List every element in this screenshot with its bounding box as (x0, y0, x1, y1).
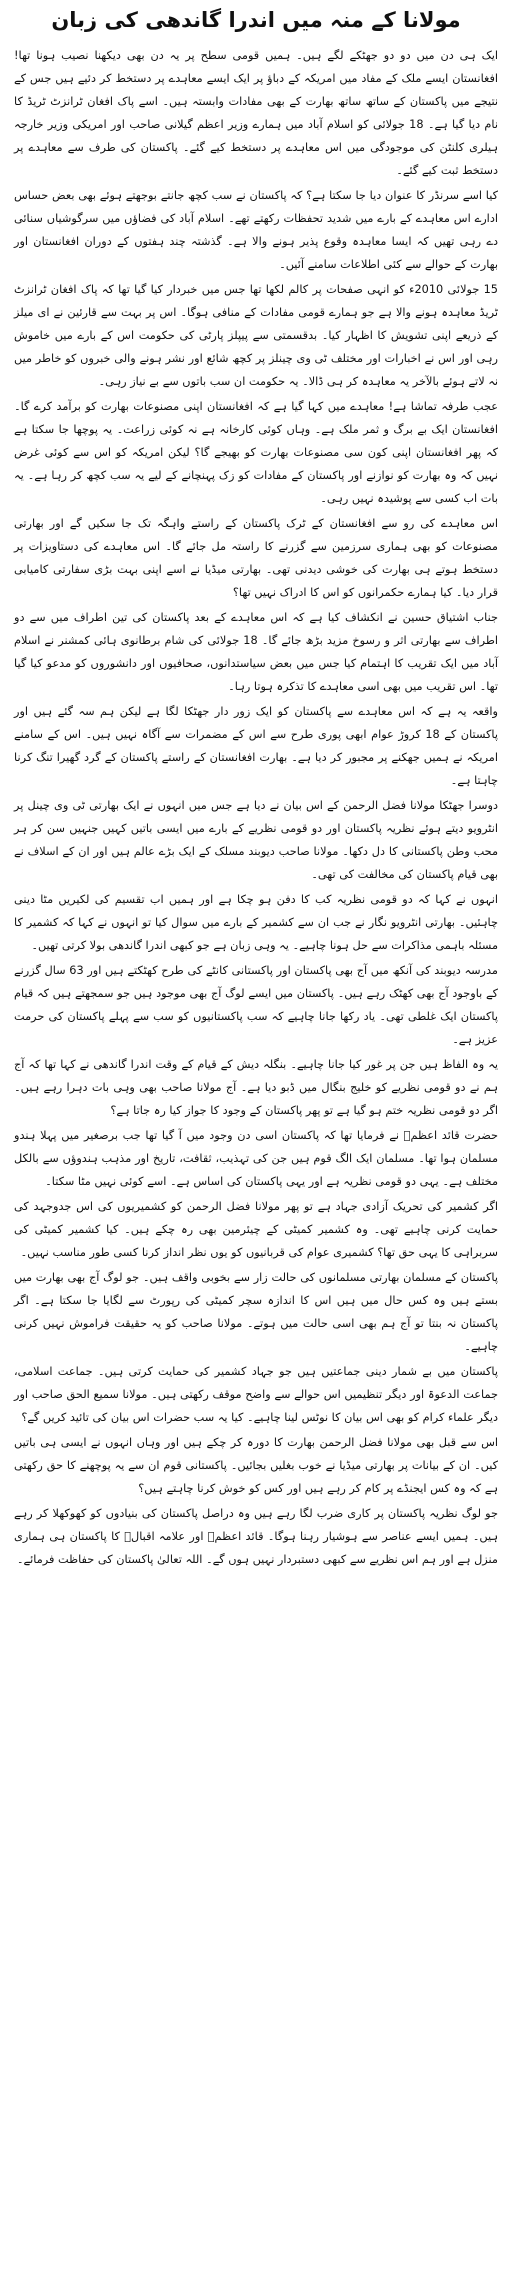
article-body (14, 44, 498, 1571)
article-paragraph: اس معاہدے کی رو سے افغانستان کے ٹرک پاکستان کے راستے واہگہ تک جا سکیں گے اور بھارتی مصنوعات کو بھی ہماری سرزمین سے گزرنے کا راستہ مل جائے گا۔ اس معاہدے کی دستاویزات پر دستخط ہوتے ہی بھارت کی خوشی دیدنی تھی۔ بھارتی میڈیا نے اسے اپنی بہت بڑی سفارتی کامیابی قرار دیا۔ کیا ہمارے حکمرانوں کو اس کا ادراک نہیں تھا؟ (14, 517, 498, 599)
article-paragraph: 15 جولائی 2010ء کو انہی صفحات پر کالم لکھا تھا جس میں خبردار کیا گیا تھا کہ پاک افغان ٹرانزٹ ٹریڈ معاہدہ ہونے والا ہے جو ہمارے قومی مفادات کے منافی ہوگا۔ اس پر بہت سے قارئین نے ای میلز کے ذریعے اپنی تشویش کا اظہار کیا۔ بدقسمتی سے پیپلز پارٹی کی حکومت اس کے بارے میں خاموش رہی اور اس نے اخبارات اور مختلف ٹی وی چینلز پر کچھ شائع اور نشر ہونے والی خبروں کو خاطر میں نہ لاتے ہوئے بالآخر یہ معاہدہ کر ہی ڈالا۔ یہ حکومت ان سب باتوں سے بے نیاز رہی۔ (14, 283, 498, 388)
article-paragraph: اس سے قبل بھی مولانا فضل الرحمن بھارت کا دورہ کر چکے ہیں اور وہاں انہوں نے ایسی ہی باتیں کیں۔ ان کے بیانات پر بھارتی میڈیا نے خوب بغلیں بجائیں۔ پاکستانی قوم ان سے یہ پوچھنے کا حق رکھتی ہے کہ وہ کس ایجنڈے پر کام کر رہے ہیں اور کس کو خوش کرنا چاہتے ہیں؟ (14, 1436, 498, 1495)
article-paragraph: ایک ہی دن میں دو دو جھٹکے لگے ہیں۔ ہمیں قومی سطح پر یہ دن بھی دیکھنا نصیب ہونا تھا! افغانستان ایسے ملک کے مفاد میں امریکہ کے دباؤ پر ایک ایسے معاہدے پر دستخط کر دئیے ہیں جس کے نتیجے میں پاکستان کے ساتھ ساتھ بھارت کے بھی مفادات وابستہ ہیں۔ اسے پاک افغان ٹرانزٹ ٹریڈ کا نام دیا گیا ہے۔ 18 جولائی کو اسلام آباد میں ہمارے وزیر اعظم گیلانی صاحب اور امریکی وزیر خارجہ ہیلری کلنٹن کی موجودگی میں اس معاہدے پر دستخط کیے گئے۔ پاکستان کی طرف سے معاہدے پر دستخط ثبت کیے گئے۔ (14, 49, 498, 177)
article-paragraph: کیا اسے سرنڈر کا عنوان دیا جا سکتا ہے؟ کہ پاکستان نے سب کچھ جانتے بوجھتے ہوئے بھی بعض حساس ادارے اس معاہدے کے بارے میں شدید تحفظات رکھتے تھے۔ اسلام آباد کی فضاؤں میں سرگوشیاں سنائی دے رہی تھیں کہ ایسا معاہدہ وقوع پذیر ہونے والا ہے۔ گذشتہ چند ہفتوں کے دوران افغانستان اور بھارت کے حوالے سے کئی اطلاعات سامنے آئیں۔ (14, 189, 498, 271)
article-paragraph: یہ وہ الفاظ ہیں جن پر غور کیا جانا چاہیے۔ بنگلہ دیش کے قیام کے وقت اندرا گاندھی نے کہا تھا کہ آج ہم نے دو قومی نظریے کو خلیج بنگال میں ڈبو دیا ہے۔ آج مولانا صاحب بھی وہی بات دہرا رہے ہیں۔ اگر دو قومی نظریہ ختم ہو گیا ہے تو پھر پاکستان کے وجود کا جواز کیا رہ جاتا ہے؟ (14, 1058, 498, 1117)
article-paragraph: واقعہ یہ ہے کہ اس معاہدے سے پاکستان کو ایک زور دار جھٹکا لگا ہے لیکن ہم سہ گئے ہیں اور پاکستان کے 18 کروڑ عوام ابھی پوری طرح سے اس کے مضمرات سے آگاہ نہیں ہیں۔ اس کے سامنے امریکہ نے ہمیں جھکنے پر مجبور کر دیا ہے۔ بھارت افغانستان کے راستے پاکستان کے گرد گھیرا تنگ کرنا چاہتا ہے۔ (14, 705, 498, 787)
article-paragraph: جو لوگ نظریہ پاکستان پر کاری ضرب لگا رہے ہیں وہ دراصل پاکستان کی بنیادوں کو کھوکھلا کر رہے ہیں۔ ہمیں ایسے عناصر سے ہوشیار رہنا ہوگا۔ قائد اعظمؒ اور علامہ اقبالؒ کا پاکستان ہی ہماری منزل ہے اور ہم اس نظریے سے کبھی دستبردار نہیں ہوں گے۔ اللہ تعالیٰ پاکستان کی حفاظت فرمائے۔ (14, 1507, 498, 1566)
article-paragraph: پاکستان میں بے شمار دینی جماعتیں ہیں جو جہاد کشمیر کی حمایت کرتی ہیں۔ جماعت اسلامی، جماعت الدعوۃ اور دیگر تنظیمیں اس حوالے سے واضح موقف رکھتی ہیں۔ مولانا سمیع الحق صاحب اور دیگر علماء کرام کو بھی اس بیان کا نوٹس لینا چاہیے۔ کیا یہ سب حضرات اس بیان کی تائید کریں گے؟ (14, 1365, 498, 1424)
article-paragraph: انہوں نے کہا کہ دو قومی نظریہ کب کا دفن ہو چکا ہے اور ہمیں اب تقسیم کی لکیریں مٹا دینی چاہئیں۔ بھارتی انٹرویو نگار نے جب ان سے کشمیر کے بارے میں سوال کیا تو انہوں نے کہا کہ کشمیر کا مسئلہ باہمی مذاکرات سے حل ہونا چاہیے۔ یہ وہی زبان ہے جو کبھی اندرا گاندھی بولا کرتی تھیں۔ (14, 893, 498, 952)
article-paragraph: اگر کشمیر کی تحریک آزادی جہاد ہے تو پھر مولانا فضل الرحمن کو کشمیریوں کی اس جدوجہد کی حمایت کرنی چاہیے تھی۔ وہ کشمیر کمیٹی کے چیئرمین بھی رہ چکے ہیں۔ کیا کشمیر کمیٹی کی سربراہی کا یہی حق تھا؟ کشمیری عوام کی قربانیوں کو یوں نظر انداز کرنا کسی طور مناسب نہیں۔ (14, 1200, 498, 1259)
article-paragraph: جناب اشتیاق حسین نے انکشاف کیا ہے کہ اس معاہدے کے بعد پاکستان کی تین اطراف میں سے دو اطراف سے بھارتی اثر و رسوخ مزید بڑھ جائے گا۔ 18 جولائی کی شام برطانوی ہائی کمشنر نے اسلام آباد میں ایک تقریب کا اہتمام کیا جس میں بعض سیاستدانوں، صحافیوں اور دانشوروں کو مدعو کیا گیا تھا۔ اس تقریب میں بھی اسی معاہدے کا تذکرہ ہوتا رہا۔ (14, 611, 498, 693)
article-paragraph: عجب طرفہ تماشا ہے! معاہدے میں کہا گیا ہے کہ افغانستان اپنی مصنوعات بھارت کو برآمد کرے گا۔ افغانستان ایک بے برگ و ثمر ملک ہے۔ وہاں کوئی کارخانہ ہے نہ کوئی زراعت۔ یہ پوچھا جا سکتا ہے کہ پھر افغانستان اپنی کون سی مصنوعات بھارت کو بھیجے گا؟ لیکن امریکہ کو اس سے کوئی غرض نہیں کہ وہ بھارت کو نوازنے اور پاکستان کے مفادات کو زک پہنچانے کے لیے یہ سب کچھ کر رہا ہے۔ یہ بات اب کسی سے پوشیدہ نہیں رہی۔ (14, 400, 498, 505)
article-paragraph: حضرت قائد اعظمؒ نے فرمایا تھا کہ پاکستان اسی دن وجود میں آ گیا تھا جب برصغیر میں پہلا ہندو مسلمان ہوا تھا۔ مسلمان ایک الگ قوم ہیں جن کی تہذیب، ثقافت، تاریخ اور مذہب ہندوؤں سے بالکل مختلف ہے۔ یہی دو قومی نظریہ ہے اور یہی پاکستان کی اساس ہے۔ اسے کوئی نہیں مٹا سکتا۔ (14, 1129, 498, 1188)
article-paragraph: دوسرا جھٹکا مولانا فضل الرحمن کے اس بیان نے دیا ہے جس میں انہوں نے ایک بھارتی ٹی وی چینل پر انٹرویو دیتے ہوئے نظریہ پاکستان اور دو قومی نظریے کے بارے میں ایسی باتیں کہیں جنہیں سن کر ہر محب وطن پاکستانی کا دل دکھا۔ مولانا صاحب دیوبند مسلک کے ایک بڑے عالم ہیں اور ان کے اسلاف نے بھی قیام پاکستان کی مخالفت کی تھی۔ (14, 799, 498, 881)
article-headline: مولانا کے منہ میں اندرا گاندھی کی زبان (51, 8, 461, 32)
article-paragraph: پاکستان کے مسلمان بھارتی مسلمانوں کی حالت زار سے بخوبی واقف ہیں۔ جو لوگ آج بھی بھارت میں بستے ہیں وہ کس حال میں ہیں اس کا اندازہ سچر کمیٹی کی رپورٹ سے لگایا جا سکتا ہے۔ اگر پاکستان نہ بنتا تو آج ہم بھی اسی حالت میں ہوتے۔ مولانا صاحب کو یہ حقیقت فراموش نہیں کرنی چاہیے۔ (14, 1271, 498, 1353)
article-paragraph: مدرسہ دیوبند کی آنکھ میں آج بھی پاکستان اور پاکستانی کانٹے کی طرح کھٹکتے ہیں اور 63 سال گزرنے کے باوجود آج بھی کھٹک رہے ہیں۔ پاکستان میں ایسے لوگ آج بھی موجود ہیں جو سمجھتے ہیں کہ قیام پاکستان ایک غلطی تھی۔ یاد رکھا جانا چاہیے کہ سب پاکستانیوں کو سب سے پہلے پاکستان کی حرمت عزیز ہے۔ (14, 964, 498, 1046)
